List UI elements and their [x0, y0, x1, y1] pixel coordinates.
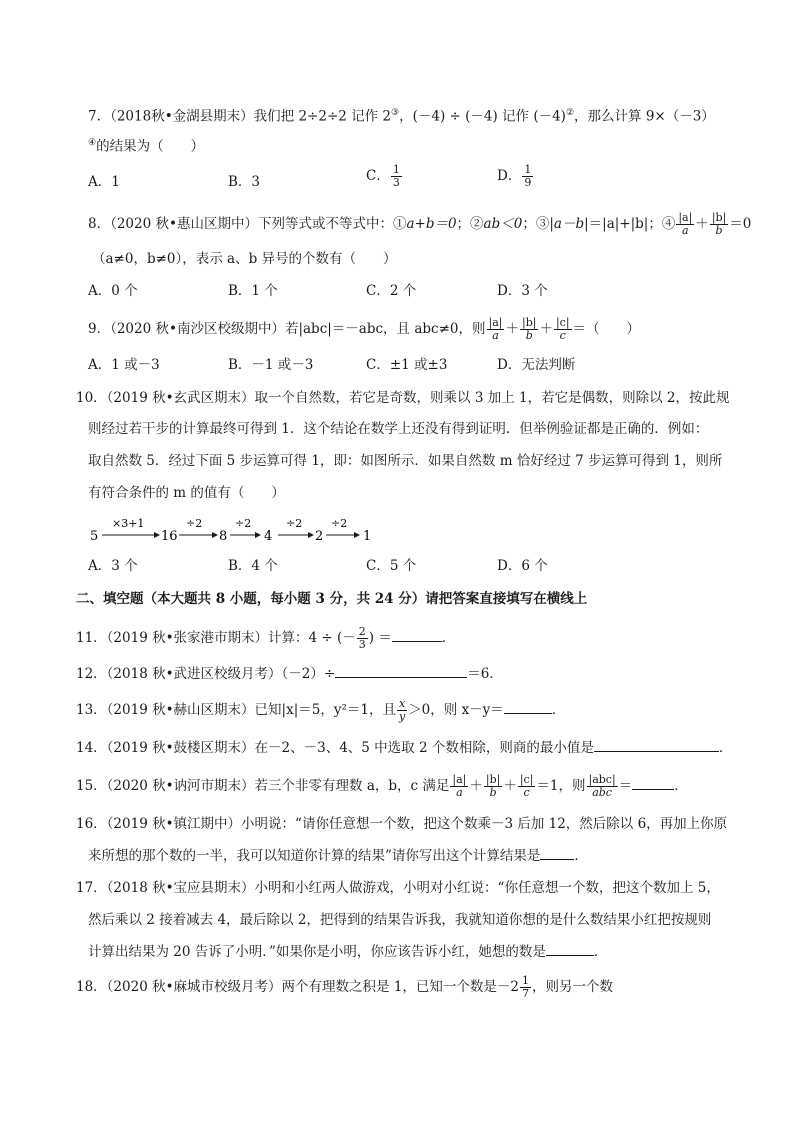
answer-blank[interactable]: [546, 941, 594, 956]
q8-option-b[interactable]: B．1 个: [228, 283, 278, 299]
q17-line1: 17．（2018 秋•宝应县期末）小明和小红两人做游戏，小明对小红说：“你任意想一个数，把这个数加上 5，: [76, 880, 720, 896]
q10-option-c[interactable]: C．5 个: [366, 558, 417, 574]
q16-line1: 16．（2019 秋•镇江期中）小明说：“请你任意想一个数，把这个数乘－3 后加 12，然后除以 6，再加上你原: [76, 816, 728, 832]
q7-option-a[interactable]: A．1: [88, 174, 120, 190]
fraction: $\frac{1}{7}$: [522, 974, 530, 1000]
answer-blank[interactable]: [392, 627, 442, 642]
operation-flow-diagram: [88, 515, 388, 545]
fraction: $\frac{|a|}{a}$: [678, 211, 693, 237]
q8-line1: 8．（2020 秋•惠山区期中）下列等式或不等式中：①a+b＝0；②ab＜0；③|a－b|＝|a|+|b|；④ $\frac{|a|}{a}$ ＋ $\frac{|b|}{b}$ ＝0: [88, 211, 752, 237]
answer-blank[interactable]: [335, 663, 467, 678]
arrow-head-icon: [354, 532, 360, 538]
fraction: $\frac{|c|}{c}$: [519, 773, 534, 799]
fraction: $\frac{|b|}{b}$: [521, 316, 537, 342]
q12: 12．（2018 秋•武进区校级月考）（－2）÷ ＝6．: [76, 663, 503, 684]
fraction: $\frac{|c|}{c}$: [555, 316, 570, 342]
answer-blank[interactable]: [632, 775, 674, 790]
q15: 15．（2020 秋•讷河市期末）若三个非零有理数 a，b，c 满足 $\frac{|a|}{a}$ ＋ $\frac{|b|}{b}$ ＋ $\frac{|c|}{c}$ ＝1，则 $\frac{\text{|abc|}}{\text{abc}}$ ＝ ．: [76, 773, 688, 799]
q7-line1: 7．（2018秋•金湖县期末）我们把 2÷2÷2 记作 2③，(－4) ÷ (－4) 记作 (－4)②，那么计算 9×（－3）: [88, 108, 715, 125]
q14: 14．（2019 秋•鼓楼区期末）在－2、－3、4、5 中选取 2 个数相除，则商的最小值是 ．: [76, 737, 732, 758]
flow-op-label: ÷2: [331, 517, 348, 530]
fraction: $\frac{|a|}{a}$: [452, 773, 467, 799]
q9-option-b[interactable]: B．－1 或－3: [228, 357, 314, 373]
q13: 13．（2019 秋•赫山区期末）已知|x|＝5，y²＝1，且 $\frac{x}{y}$ ＞0，则 x－y＝ ．: [76, 697, 566, 723]
flow-op-label: ÷2: [235, 517, 252, 530]
q10-option-b[interactable]: B．4 个: [228, 558, 278, 574]
q8-line2: （a≠0，b≠0），表示 a、b 异号的个数有（ ）: [92, 251, 397, 267]
q16-line2: 来所想的那个数的一半，我可以知道你计算的结果”请你写出这个计算结果是 ．: [88, 845, 588, 866]
q10-line4: 有符合条件的 m 的值有（ ）: [88, 485, 285, 501]
fraction: $\frac{1}{9}$: [524, 163, 532, 189]
fraction: $\frac{2}{3}$: [358, 625, 366, 651]
flow-op-label: ×3+1: [112, 517, 145, 530]
q9-option-a[interactable]: A．1 或－3: [88, 357, 160, 373]
q10-option-d[interactable]: D．6 个: [497, 558, 548, 574]
q8-option-d[interactable]: D．3 个: [497, 283, 548, 299]
q7-line2: ④的结果为（ ）: [88, 138, 205, 155]
q8-option-c[interactable]: C．2 个: [366, 283, 417, 299]
q10-line1: 10．（2019 秋•玄武区期末）取一个自然数，若它是奇数，则乘以 3 加上 1，若它是偶数，则除以 2，按此规: [76, 390, 730, 406]
q17-line2: 然后乘以 2 接着减去 4，最后除以 2，把得到的结果告诉我，我就知道你想的是什么数结果小红把按规则: [88, 912, 712, 928]
q8-option-a[interactable]: A．0 个: [88, 283, 138, 299]
flow-node: 16: [161, 529, 178, 544]
answer-blank[interactable]: [504, 699, 552, 714]
q11: 11．（2019 秋•张家港市期末）计算：4 ÷ (－ $\frac{2}{3}$ ) ＝ ．: [76, 625, 456, 651]
q10-option-a[interactable]: A．3 个: [88, 558, 138, 574]
flow-node: 2: [315, 529, 324, 544]
circle-4: ④: [88, 138, 97, 148]
q9-option-c[interactable]: C．±1 或±3: [366, 357, 448, 373]
fraction: $\frac{|a|}{a}$: [488, 316, 503, 342]
flow-op-label: ÷2: [186, 517, 203, 530]
q10-line3: 取自然数 5．经过下面 5 步运算可得 1，即：如图所示．如果自然数 m 恰好经过 7 步运算可得到 1，则所: [88, 453, 723, 469]
arrow-head-icon: [154, 532, 160, 538]
q9-line1: 9．（2020 秋•南沙区校级期中）若|abc|＝－abc，且 abc≠0，则 $\frac{|a|}{a}$ ＋ $\frac{|b|}{b}$ ＋ $\frac{|c|}{c}$ ＝（ ）: [88, 316, 641, 342]
arrow-head-icon: [308, 532, 314, 538]
circle-3: ③: [391, 108, 400, 118]
flow-op-label: ÷2: [286, 517, 303, 530]
q10-line2: 则经过若干步的计算最终可得到 1．这个结论在数学上还没有得到证明．但举例验证都是正确的．例如：: [88, 421, 709, 437]
arrow-head-icon: [255, 532, 261, 538]
fraction: $\frac{\text{|abc|}}{\text{abc}}$: [588, 773, 616, 799]
flow-node: 4: [264, 529, 273, 544]
q9-option-d[interactable]: D．无法判断: [497, 357, 576, 373]
fraction: $\frac{|b|}{b}$: [711, 211, 727, 237]
q7-option-d[interactable]: D． $\frac{1}{9}$: [497, 163, 532, 189]
fraction: $\frac{1}{3}$: [392, 163, 400, 189]
flow-node: 8: [219, 529, 228, 544]
flow-node: 5: [90, 529, 99, 544]
answer-blank[interactable]: [594, 737, 719, 752]
fraction: $\frac{|b|}{b}$: [485, 773, 501, 799]
q18: 18．（2020 秋•麻城市校级月考）两个有理数之积是 1，已知一个数是－2 $\frac{1}{7}$ ，则另一个数: [76, 974, 614, 1000]
section-2-heading: 二、填空题（本大题共 8 小题，每小题 3 分，共 24 分）请把答案直接填写在横线上: [76, 591, 588, 607]
q17-line3: 计算出结果为 20 告诉了小明．”如果你是小明，你应该告诉小红，她想的数是 ．: [88, 941, 607, 962]
q7-option-b[interactable]: B．3: [228, 174, 261, 190]
q7-option-c[interactable]: C． $\frac{1}{3}$: [366, 163, 400, 189]
circle-2: ②: [565, 108, 575, 118]
flow-node: 1: [363, 529, 372, 544]
fraction: $\frac{x}{y}$: [398, 697, 406, 723]
answer-blank[interactable]: [540, 845, 574, 860]
arrow-head-icon: [212, 532, 218, 538]
